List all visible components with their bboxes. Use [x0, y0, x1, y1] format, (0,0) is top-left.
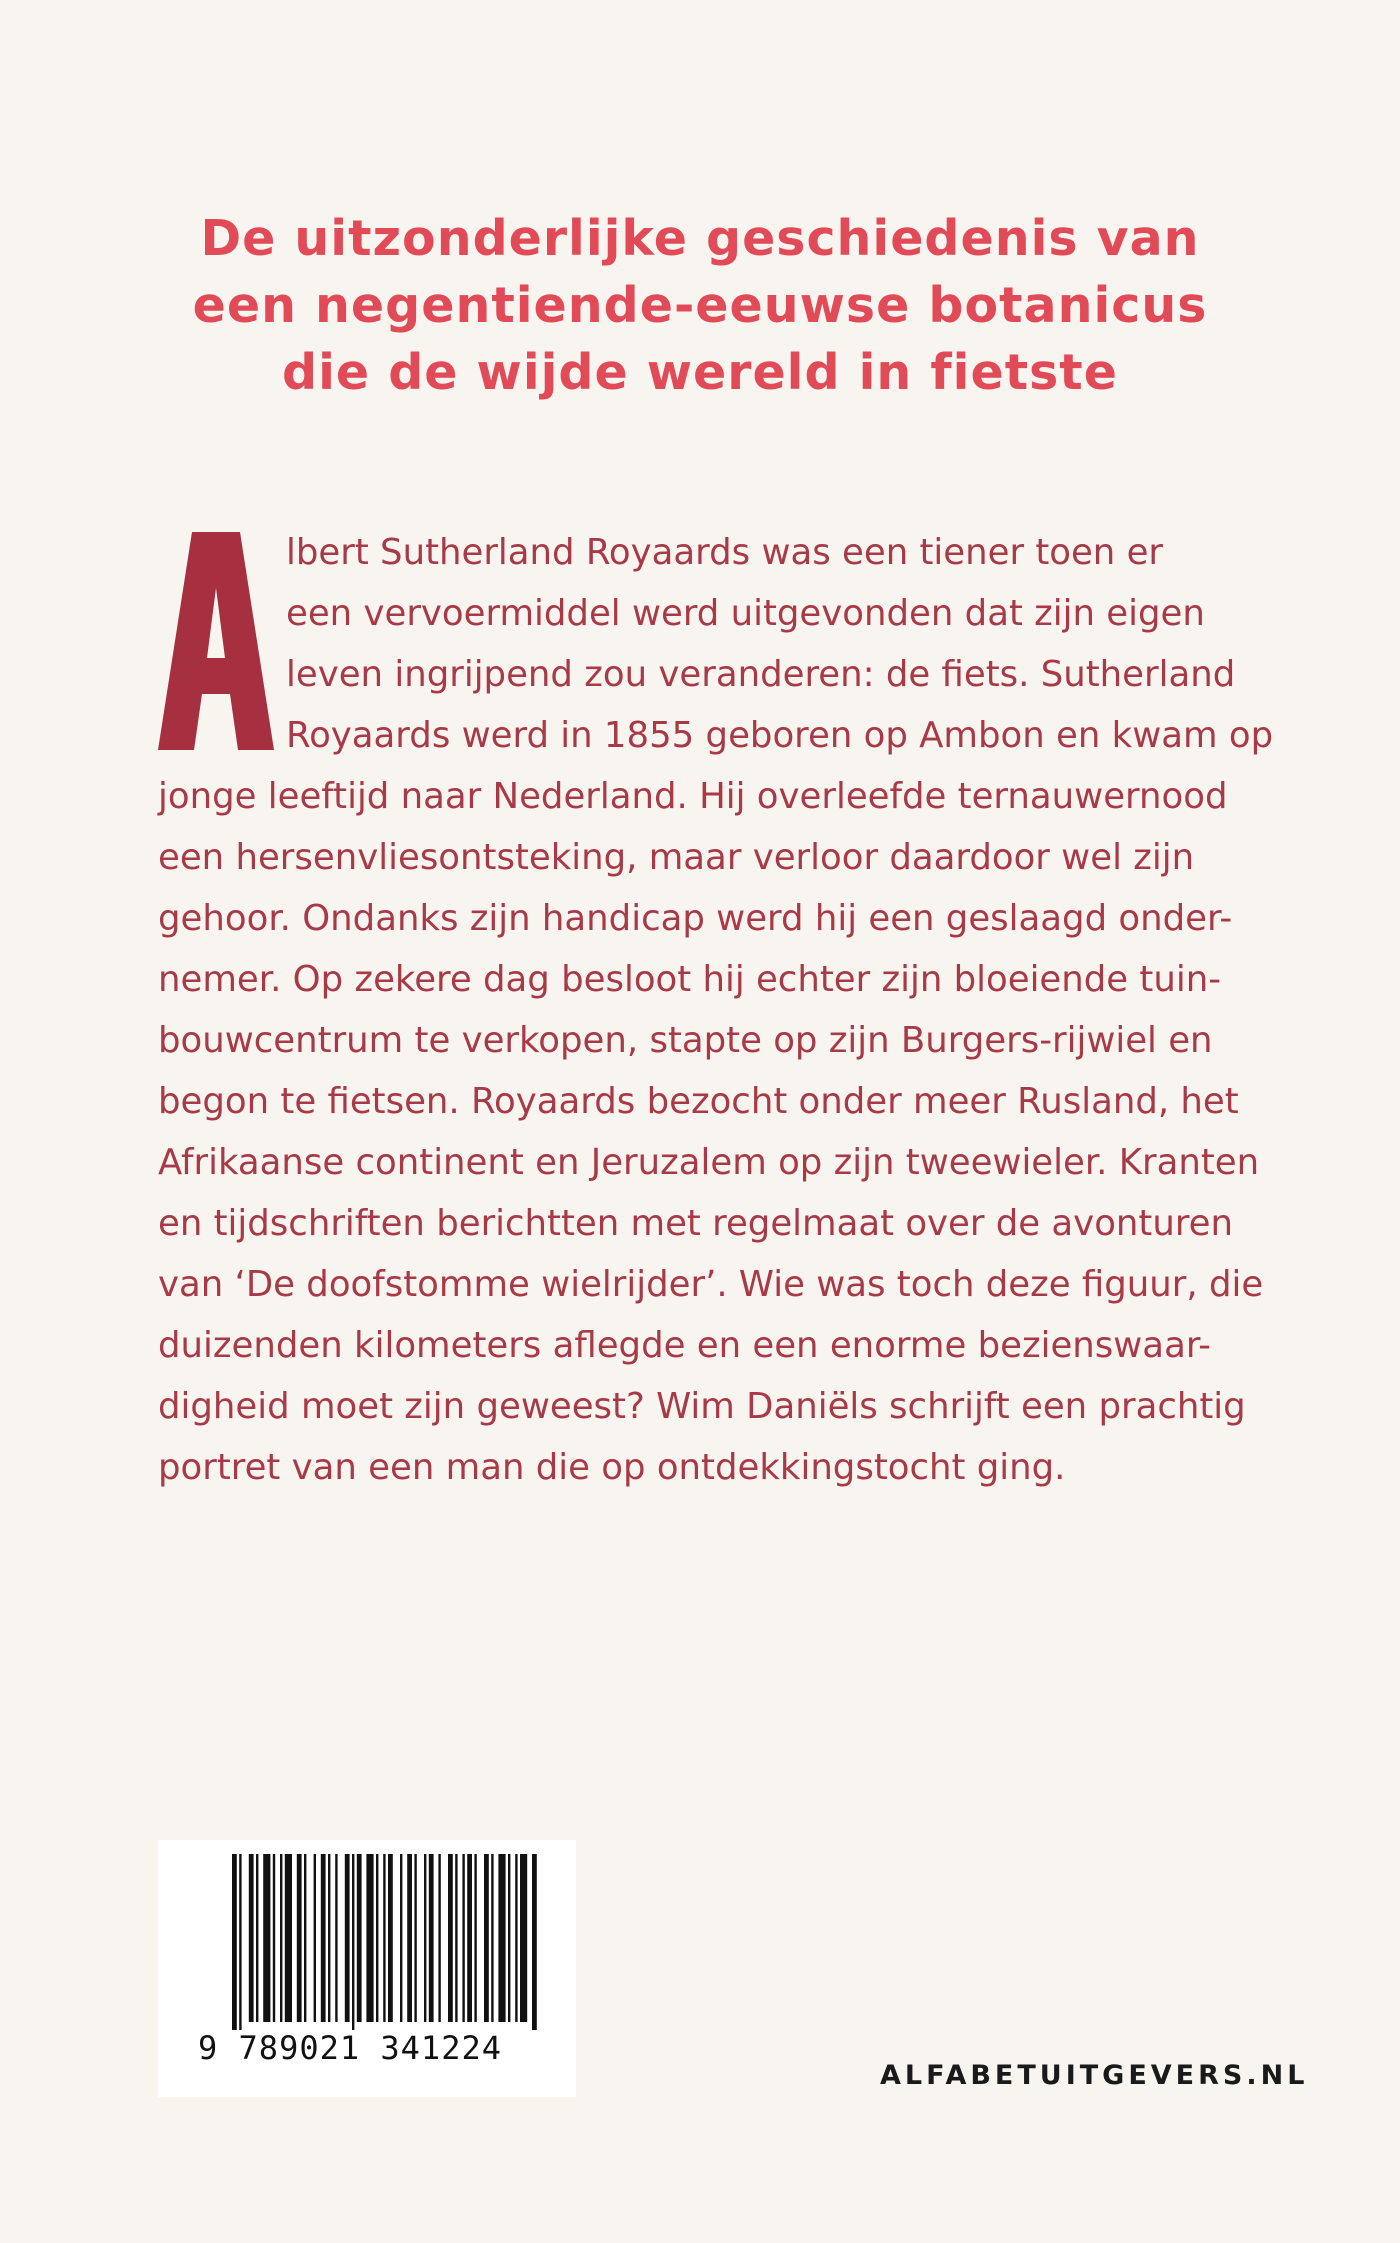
- barcode-bars: [158, 1840, 576, 2030]
- barcode-bar: [383, 1854, 385, 2022]
- publisher-website: ALFABETUITGEVERS.NL: [880, 2060, 1309, 2091]
- barcode-bar: [400, 1854, 402, 2022]
- barcode-bar: [285, 1854, 292, 2022]
- blurb-line-15: digheid moet zijn geweest? Wim Daniëls schrijft een prachtig: [158, 1386, 1246, 1427]
- blurb-line-12: en tijdschriften berichtten met regelmaat over de avonturen: [158, 1203, 1233, 1244]
- blurb-line-5: jonge leeftijd naar Nederland. Hij overleefde ternauwernood: [158, 776, 1228, 817]
- barcode-bar: [249, 1854, 254, 2022]
- barcode-bar: [232, 1854, 237, 2030]
- barcode-bar: [462, 1854, 464, 2022]
- barcode-bar: [273, 1854, 275, 2022]
- barcode: [158, 1840, 576, 2097]
- barcode-bar: [429, 1854, 434, 2022]
- tagline-line-1: De uitzonderlijke geschiedenis van: [200, 210, 1200, 267]
- barcode-bar: [280, 1854, 282, 2022]
- barcode-bar: [256, 1854, 258, 2022]
- barcode-bar: [352, 1854, 354, 2030]
- barcode-bar: [263, 1854, 270, 2022]
- blurb-line-10: begon te fietsen. Royaards bezocht onder meer Rusland, het: [158, 1081, 1239, 1122]
- blurb-line-14: duizenden kilometers aflegde en een enorme bezienswaar-: [158, 1325, 1211, 1366]
- barcode-bar: [304, 1854, 306, 2022]
- tagline-line-2: een negentiende-eeuwse botanicus: [192, 277, 1208, 334]
- blurb-line-11: Afrikaanse continent en Jeruzalem op zijn tweewieler. Kranten: [158, 1142, 1260, 1183]
- barcode-bar: [376, 1854, 378, 2022]
- blurb-line-13: van ‘De doofstomme wielrijder’. Wie was toch deze figuur, die: [158, 1264, 1264, 1305]
- tagline-line-3: die de wijde wereld in fietste: [282, 344, 1118, 401]
- barcode-bar: [239, 1854, 241, 2030]
- barcode-bar: [314, 1854, 316, 2022]
- blurb-line-1: lbert Sutherland Royaards was een tiener toen er: [286, 532, 1164, 573]
- barcode-bar: [335, 1854, 337, 2022]
- blurb-line-8: nemer. Op zekere dag besloot hij echter zijn bloeiende tuin-: [158, 959, 1222, 1000]
- isbn-number: 9 789021 341224: [198, 2029, 502, 2067]
- barcode-bar: [297, 1854, 302, 2022]
- barcode-bar: [532, 1854, 537, 2030]
- blurb-line-9: bouwcentrum te verkopen, stapte op zijn Burgers-rijwiel en: [158, 1020, 1213, 1061]
- barcode-bar: [448, 1854, 453, 2022]
- barcode-bar: [321, 1854, 326, 2022]
- blurb-line-2: een vervoermiddel werd uitgevonden dat zijn eigen: [286, 593, 1205, 634]
- barcode-bar: [467, 1854, 472, 2022]
- blurb-line-7: gehoor. Ondanks zijn handicap werd hij een geslaagd onder-: [158, 898, 1233, 939]
- blurb-line-3: leven ingrijpend zou veranderen: de fiets. Sutherland: [286, 654, 1236, 695]
- barcode-bar: [484, 1854, 489, 2022]
- barcode-bar: [438, 1854, 440, 2022]
- barcode-bar: [328, 1854, 330, 2022]
- barcode-bar: [515, 1854, 517, 2022]
- barcode-bar: [366, 1854, 373, 2022]
- blurb-line-6: een hersenvliesontsteking, maar verloor daardoor wel zijn: [158, 837, 1195, 878]
- barcode-bar: [407, 1854, 412, 2022]
- barcode-bar: [508, 1854, 510, 2022]
- barcode-bar: [357, 1854, 362, 2022]
- barcode-bar: [491, 1854, 493, 2022]
- barcode-bar: [388, 1854, 393, 2022]
- blurb-line-16: portret van een man die op ontdekkingstocht ging.: [158, 1447, 1066, 1488]
- barcode-bar: [345, 1854, 350, 2022]
- barcode-bar: [474, 1854, 476, 2022]
- barcode-bar: [520, 1854, 527, 2022]
- barcode-bar: [498, 1854, 505, 2022]
- barcode-bar: [414, 1854, 416, 2022]
- barcode-bar: [455, 1854, 457, 2022]
- barcode-bar: [424, 1854, 426, 2022]
- blurb-line-4: Royaards werd in 1855 geboren op Ambon en kwam op: [286, 715, 1274, 756]
